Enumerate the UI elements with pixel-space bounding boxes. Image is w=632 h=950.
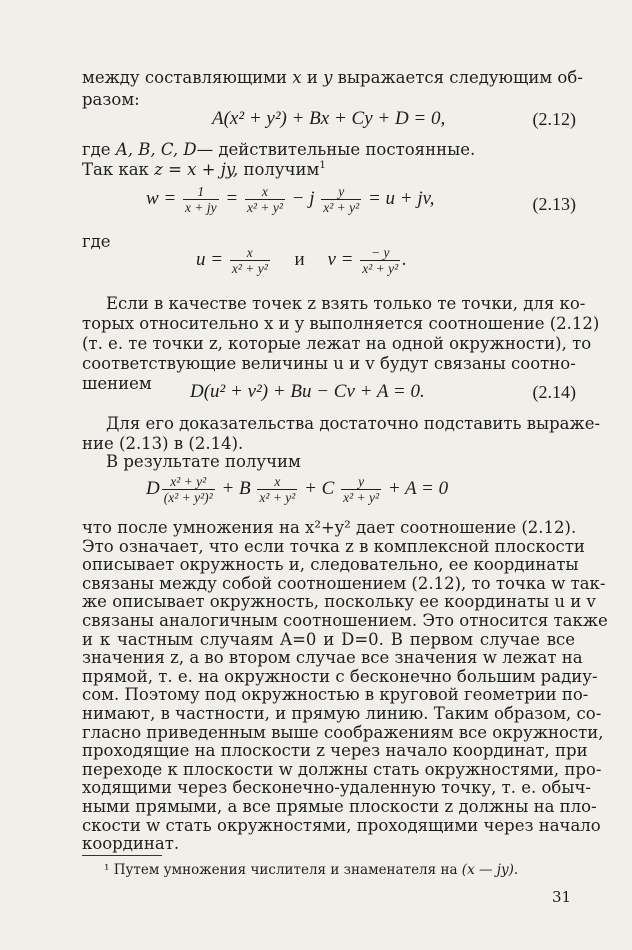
fraction: $\frac{- y}{\text{x² + y²}}$ bbox=[362, 245, 399, 276]
fraction: $\frac{1}{x + jy}$ bbox=[185, 184, 217, 215]
text-line: где bbox=[82, 232, 111, 251]
text-line: В результате получим bbox=[106, 452, 301, 471]
text-line: прямой, т. е. на окружности с бесконечно большим радиу- bbox=[82, 666, 598, 686]
text-line: торых относительно x и y выполняется соотношение (2.12) bbox=[82, 314, 600, 333]
equation-2-12: A(x² + y²) + Bx + Cy + D = 0, bbox=[212, 108, 446, 129]
equation-u-v: u = $\frac{x}{\text{x² + y²}}$ и v = $\frac{- y}{\text{x² + y²}}$ . bbox=[196, 245, 407, 276]
text-line: сом. Поэтому под окружностью в круговой геометрии по- bbox=[82, 685, 589, 705]
page-number: 31 bbox=[552, 888, 572, 906]
fraction: $\frac{x}{\text{x² + y²}}$ bbox=[231, 245, 268, 276]
equation-2-14: D(u² + v²) + Bu − Cv + A = 0. bbox=[190, 381, 425, 402]
text-line: переходе к плоскости w должны стать окружностями, про- bbox=[82, 759, 602, 779]
equation-number: (2.12) bbox=[532, 109, 576, 129]
equation-2-13: w = $\frac{1}{x + jy}$ = $\frac{x}{\text{x² + y²}}$ − j $\frac{y}{\text{x² + y²}}$ = u + jv, bbox=[146, 184, 435, 215]
fraction: $\frac{x}{\text{x² + y²}}$ bbox=[259, 474, 296, 505]
text-line: нимают, в частности, и прямую линию. Таким образом, со- bbox=[82, 704, 602, 723]
text-line: разом: bbox=[82, 90, 140, 109]
text-line: координат. bbox=[82, 834, 180, 854]
text-line: гласно приведенным выше соображениям все окружности, bbox=[82, 722, 604, 742]
text-line: ными прямыми, а все прямые плоскости z должны на пло- bbox=[82, 797, 597, 816]
text-line: же описывает окружность, поскольку ее координаты u и v bbox=[82, 592, 596, 612]
fraction: $\frac{\text{x² + y²}}{\text{(x² + y²)²}}$ bbox=[163, 474, 213, 505]
text-line: связаны между собой соотношением (2.12), то точка w так- bbox=[82, 573, 606, 593]
text-line: шением bbox=[82, 374, 152, 393]
text-line: проходящие на плоскости z через начало координат, при bbox=[82, 741, 588, 761]
text-line: что после умножения на x²+y² дает соотношение (2.12). bbox=[82, 518, 577, 537]
equation-result: D $\frac{\text{x² + y²}}{\text{(x² + y²)²}}$ + B $\frac{x}{\text{x² + y²}}$ + C $\frac{y}{\text{x² + y²}}$ + A = 0 bbox=[146, 474, 449, 505]
text-line: связаны аналогичным соотношением. Это относится также bbox=[82, 611, 608, 630]
text-line: Так как z = x + jy, получим$^1$ bbox=[82, 159, 326, 179]
text-line: скости w стать окружностями, проходящими через начало bbox=[82, 815, 601, 835]
text-line: Если в качестве точек z взять только те точки, для ко- bbox=[106, 294, 586, 313]
text-line: значения z, а во втором случае все значения w лежат на bbox=[82, 648, 583, 668]
footnote-rule bbox=[82, 855, 162, 856]
text-line: соответствующие величины u и v будут связаны соотно- bbox=[82, 354, 576, 373]
fraction: $\frac{y}{\text{x² + y²}}$ bbox=[323, 184, 360, 215]
text-line: ходящими через бесконечно-удаленную точку, т. е. обыч- bbox=[82, 778, 591, 798]
footnote: ¹ Путем умножения числителя и знаменателя на (x — jy). bbox=[104, 862, 519, 878]
text-line: где A, B, C, D— действительные постоянные. bbox=[82, 140, 476, 159]
fraction: $\frac{y}{\text{x² + y²}}$ bbox=[343, 474, 380, 505]
text-line: Это означает, что если точка z в комплексной плоскости bbox=[82, 536, 585, 556]
text-line: между составляющими x и y выражается следующим об- bbox=[82, 68, 583, 87]
text-line: и к частным случаям A=0 и D=0. В первом случае все bbox=[82, 629, 575, 649]
fraction: $\frac{x}{\text{x² + y²}}$ bbox=[246, 184, 283, 215]
text-line: описывает окружность и, следовательно, ее координаты bbox=[82, 555, 579, 575]
text-line: Для его доказательства достаточно подставить выраже- bbox=[106, 414, 601, 433]
text-line: ние (2.13) в (2.14). bbox=[82, 434, 244, 453]
text-line: (т. е. те точки z, которые лежат на одной окружности), то bbox=[82, 334, 592, 353]
equation-number: (2.14) bbox=[532, 382, 576, 402]
equation-number: (2.13) bbox=[532, 194, 576, 214]
